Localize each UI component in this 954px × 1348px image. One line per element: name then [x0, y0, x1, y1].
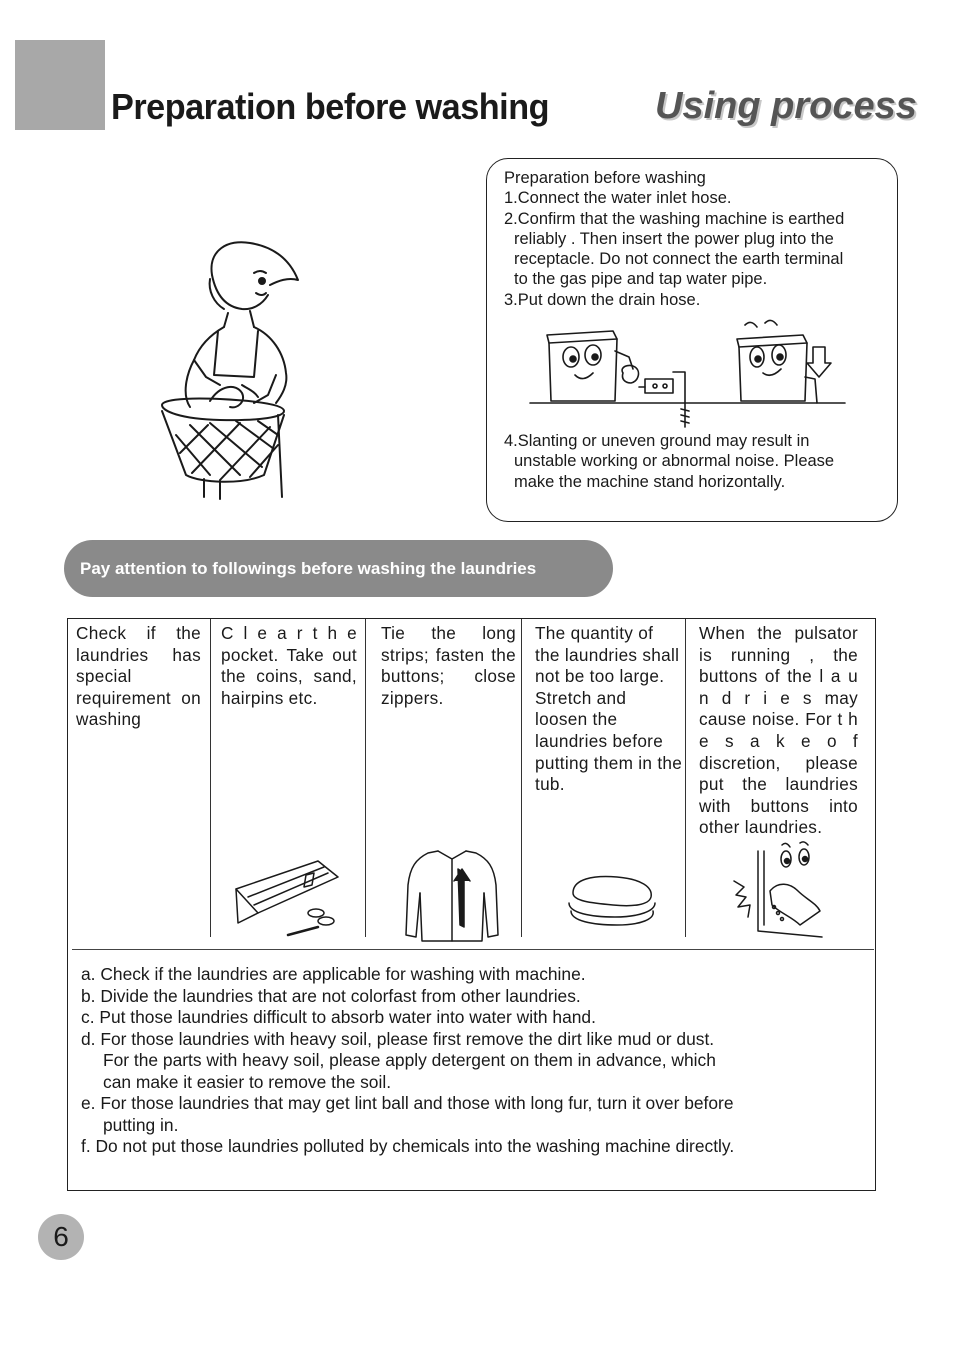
noisy-buttons-in-tub-icon	[730, 841, 830, 941]
note-b: b. Divide the laundries that are not colorfast from other laundries.	[81, 985, 581, 1006]
tip-clear-pocket: C l e a r t h e pocket. Take out the coins, sand, hairpins etc.	[221, 623, 357, 708]
info-heading: Preparation before washing	[504, 169, 706, 187]
shirt-pocket-coins-icon	[228, 851, 348, 941]
tip-tie-strips: Tie the long strips; fasten the buttons; close zippers.	[381, 623, 516, 708]
preparation-info-box	[486, 158, 898, 522]
step-1: 1.Connect the water inlet hose.	[504, 189, 732, 208]
preparation-steps-part2	[504, 431, 834, 492]
note-d-line-1: d. For those laundries with heavy soil, please first remove the dirt like mud or dust.	[81, 1028, 715, 1049]
note-e-line-1: e. For those laundries that may get lint ball and those with long fur, turn it over before	[81, 1093, 734, 1113]
column-divider	[365, 619, 366, 937]
tip-check-requirements: Check if the laundries has special requirement on washing	[76, 623, 201, 730]
table-horizontal-divider	[72, 949, 874, 950]
header-gray-block	[15, 40, 105, 130]
preparation-steps-part1	[504, 168, 844, 310]
washing-machines-illustration	[525, 317, 855, 437]
note-d-line-3: can make it easier to remove the soil.	[103, 1071, 392, 1092]
step-4-line-3: make the machine stand horizontally.	[514, 472, 786, 491]
buttoned-shirt-icon	[402, 845, 502, 943]
note-f: f. Do not put those laundries polluted by chemicals into the washing machine directly.	[81, 1136, 735, 1156]
step-4-line-1: 4.Slanting or uneven ground may result in	[504, 432, 810, 450]
step-4-line-2: unstable working or abnormal noise. Please	[514, 452, 835, 471]
step-2-line-1: 2.Confirm that the washing machine is earthed	[504, 209, 845, 228]
column-divider	[210, 619, 211, 937]
note-c: c. Put those laundries difficult to absorb water into water with hand.	[81, 1007, 596, 1027]
woman-with-basket-illustration	[150, 235, 310, 505]
step-2-line-3: receptacle. Do not connect the earth terminal	[514, 250, 844, 269]
column-divider	[521, 619, 522, 937]
column-divider	[685, 619, 686, 937]
laundry-tips-box	[67, 618, 876, 1191]
page-number-badge: 6	[38, 1214, 84, 1260]
step-2-line-2: reliably . Then insert the power plug into the	[514, 229, 834, 248]
section-title: Using process	[655, 85, 917, 127]
folded-laundry-icon	[563, 869, 659, 929]
step-2-line-4: to the gas pipe and tap water pipe.	[514, 270, 768, 289]
tip-quantity: The quantity of the laundries shall not be too large. Stretch and loosen the laundries before putting them in the tub.	[535, 623, 683, 795]
step-3: 3.Put down the drain hose.	[504, 290, 701, 309]
laundry-notes-list	[81, 964, 734, 1158]
note-e-line-2: putting in.	[103, 1114, 179, 1135]
page-title: Preparation before washing	[111, 86, 550, 127]
tip-buttons-noise: When the pulsator is running , the buttons of the l a u n d r i e s may cause noise. For t h e s a k e o f discretion, please put the laundries with buttons into other laundries.	[699, 623, 858, 838]
note-a: a. Check if the laundries are applicable for washing with machine.	[81, 964, 586, 984]
attention-banner: Pay attention to followings before washing the laundries	[64, 540, 613, 597]
note-d-line-2: For the parts with heavy soil, please apply detergent on them in advance, which	[103, 1050, 716, 1070]
